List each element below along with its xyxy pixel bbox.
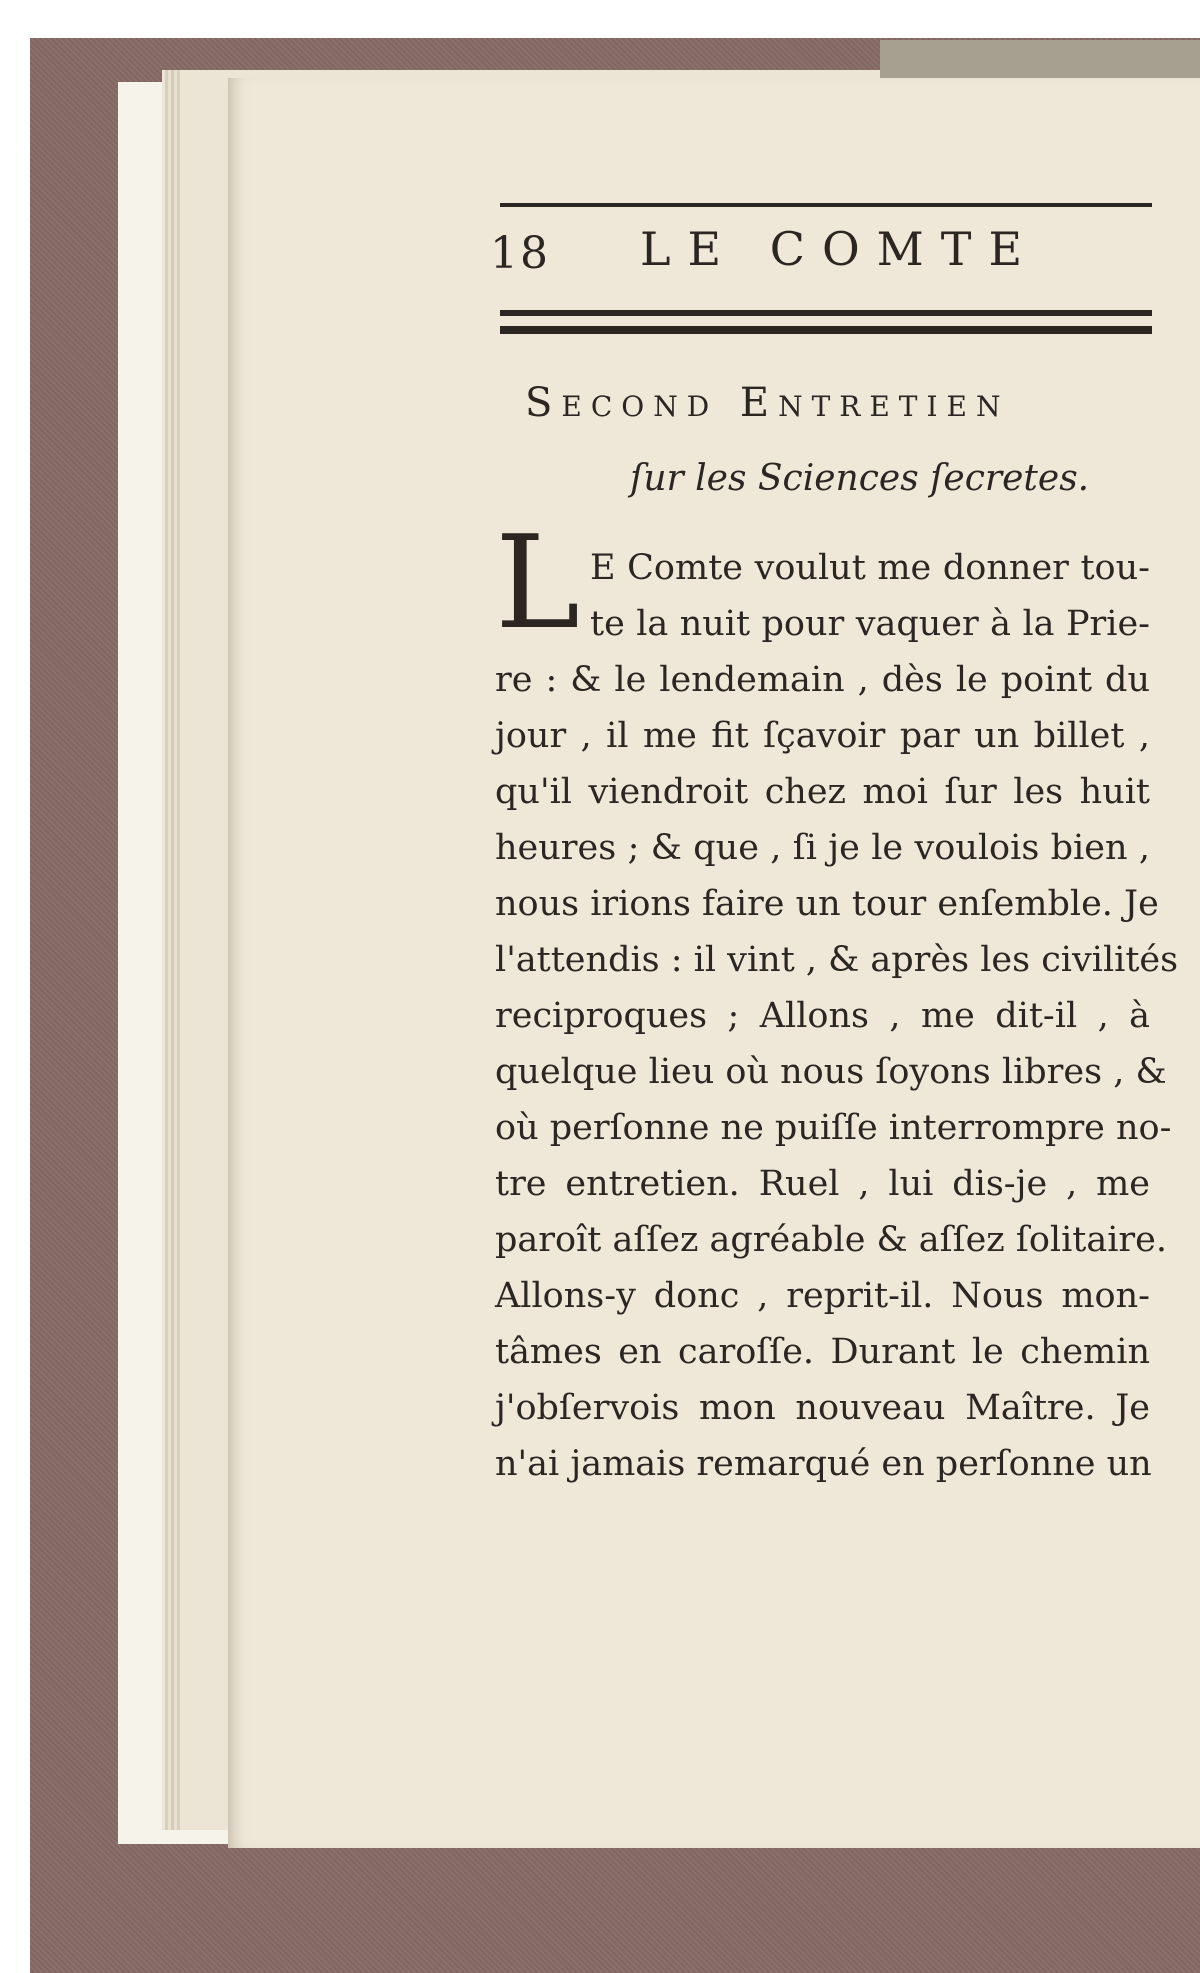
text-line: paroît aſſez agréable & aſſez ſolitaire.	[495, 1220, 1167, 1260]
text-line: reciproques ; Allons , me dit-il , à	[495, 996, 1150, 1036]
drop-cap: L	[495, 509, 580, 658]
chapter-subtitle: ſur les Sciences ſecretes.	[630, 458, 1090, 499]
text-line: Allons-y donc , reprit-il. Nous mon-	[495, 1276, 1150, 1316]
header-rule-double-thick	[500, 326, 1152, 334]
text-line: quelque lieu où nous ſoyons libres , &	[495, 1052, 1167, 1092]
header-rule-double	[500, 310, 1152, 316]
text-line: tâmes en caroſſe. Durant le chemin	[495, 1332, 1150, 1372]
text-line: nous irions faire un tour enſemble. Je	[495, 884, 1159, 924]
text-line: E Comte voulut me donner tou-	[590, 548, 1150, 588]
header-rule-top	[500, 203, 1152, 207]
text-line: qu'il viendroit chez moi ſur les huit	[495, 772, 1150, 812]
text-line: jour , il me fit ſçavoir par un billet ,	[495, 716, 1150, 756]
text-line: n'ai jamais remarqué en perſonne un	[495, 1444, 1152, 1484]
text-line: tre entretien. Ruel , lui dis-je , me	[495, 1164, 1150, 1204]
text-line: re : & le lendemain , dès le point du	[495, 660, 1150, 700]
text-line: j'obſervois mon nouveau Maître. Je	[495, 1388, 1150, 1428]
text-line: heures ; & que , ſi je le voulois bien ,	[495, 828, 1150, 868]
running-title: LE COMTE	[640, 222, 1040, 276]
text-line: te la nuit pour vaquer à la Prie-	[590, 604, 1150, 644]
chapter-title: Second Entretien	[525, 380, 1010, 426]
page-number: 18	[490, 228, 550, 279]
text-line: l'attendis : il vint , & après les civilités	[495, 940, 1179, 980]
text-line: où perſonne ne puiſſe interrompre no-	[495, 1108, 1172, 1148]
